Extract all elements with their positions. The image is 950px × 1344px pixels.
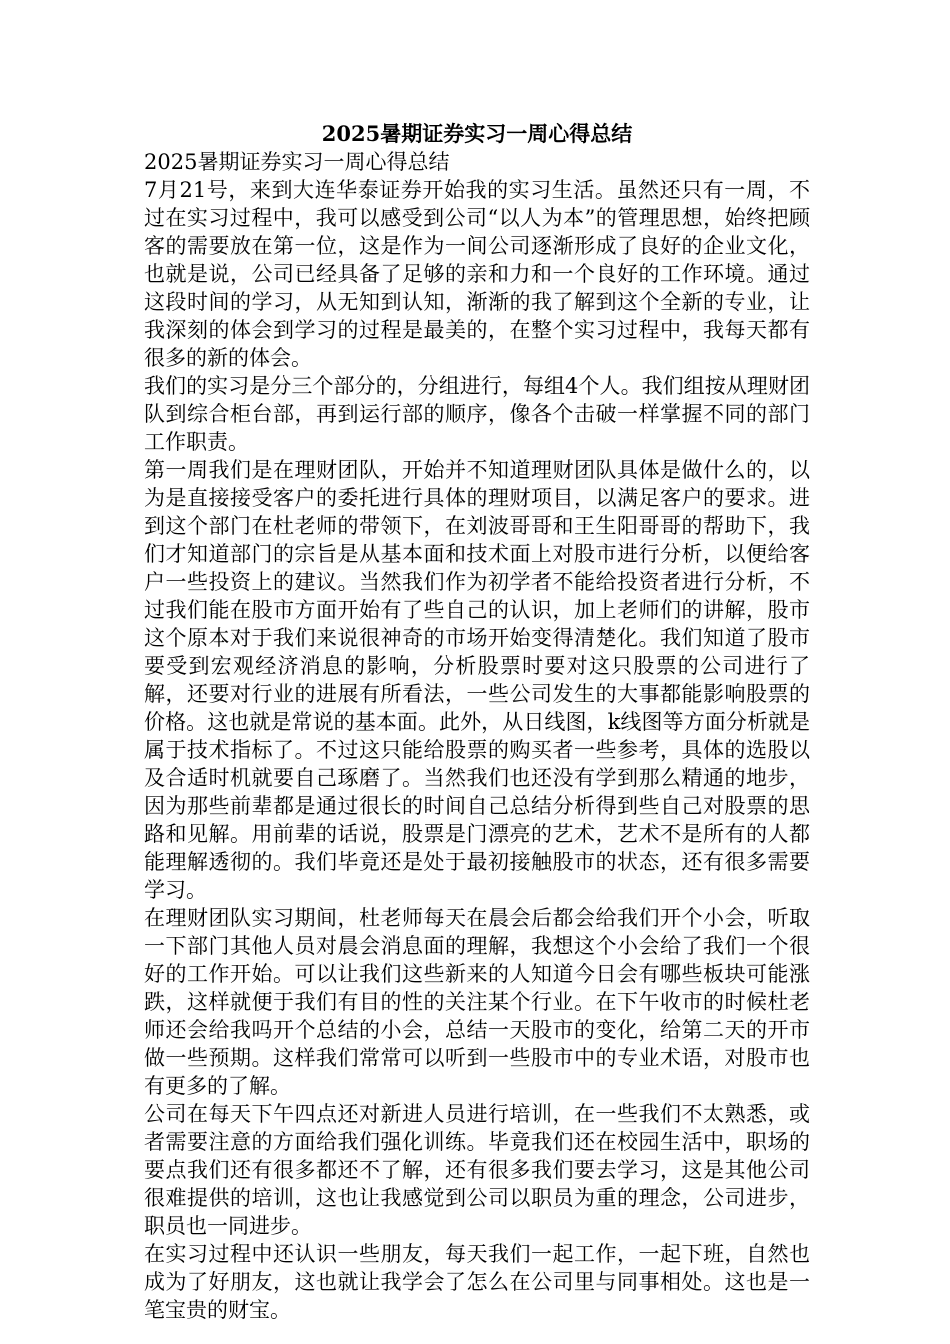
document-title: 2025暑期证券实习一周心得总结 — [321, 121, 633, 146]
paragraph: 第一周我们是在理财团队，开始并不知道理财团队具体是做什么的，以为是直接接受客户的委托进行具体的理财项目，以满足客户的要求。进到这个部门在杜老师的带领下，在刘波哥哥和王生阳哥哥的帮助下，我们才知道部门的宗旨是从基本面和技术面上对股市进行分析，以便给客户一些投资上的建议。当然我们作为初学者不能给投资者进行分析，不过我们能在股市方面开始有了些自己的认识，加上老师们的讲解，股市这个原本对于我们来说很神奇的市场开始变得清楚化。我们知道了股市要受到宏观经济消息的影响，分析股票时要对这只股票的公司进行了解，还要对行业的进展有所看法，一些公司发生的大事都能影响股票的价格。这也就是常说的基本面。此外，从日线图，k线图等方面分析就是属于技术指标了。不过这只能给股票的购买者一些参考，具体的选股以及合适时机就要自己琢磨了。当然我们也还没有学到那么精通的地步，因为那些前辈都是通过很长的时间自己总结分析得到些自己对股票的思路和见解。用前辈的话说，股票是门漂亮的艺术，艺术不是所有的人都能理解透彻的。我们毕竟还是处于最初接触股市的状态，还有很多需要学习。 — [144, 458, 810, 902]
paragraph: 7月21号，来到大连华泰证券开始我的实习生活。虽然还只有一周，不过在实习过程中，我可以感受到公司“以人为本”的管理思想，始终把顾客的需要放在第一位，这是作为一间公司逐渐形成了良好的企业文化，也就是说，公司已经具备了足够的亲和力和一个良好的工作环境。通过这段时间的学习，从无知到认知，渐渐的我了解到这个全新的专业，让我深刻的体会到学习的过程是最美的，在整个实习过程中，我每天都有很多的新的体会。 — [144, 178, 810, 370]
document-body — [144, 120, 810, 1324]
paragraph: 我们的实习是分三个部分的，分组进行，每组4个人。我们组按从理财团队到综合柜台部，再到运行部的顺序，像各个击破一样掌握不同的部门工作职责。 — [144, 374, 810, 454]
document-subtitle: 2025暑期证券实习一周心得总结 — [144, 150, 450, 174]
paragraph: 在实习过程中还认识一些朋友，每天我们一起工作，一起下班，自然也成为了好朋友，这也就让我学会了怎么在公司里与同事相处。这也是一笔宝贵的财宝。 — [144, 1242, 810, 1322]
paragraph: 在理财团队实习期间，杜老师每天在晨会后都会给我们开个小会，听取一下部门其他人员对晨会消息面的理解，我想这个小会给了我们一个很好的工作开始。可以让我们这些新来的人知道今日会有哪些板块可能涨跌，这样就便于我们有目的性的关注某个行业。在下午收市的时候杜老师还会给我吗开个总结的小会，总结一天股市的变化，给第二天的开市做一些预期。这样我们常常可以听到一些股市中的专业术语，对股市也有更多的了解。 — [144, 906, 810, 1098]
paragraph: 公司在每天下午四点还对新进人员进行培训，在一些我们不太熟悉，或者需要注意的方面给我们强化训练。毕竟我们还在校园生活中，职场的要点我们还有很多都还不了解，还有很多我们要去学习，这是其他公司很难提供的培训，这也让我感觉到公司以职员为重的理念，公司进步，职员也一同进步。 — [144, 1102, 810, 1238]
